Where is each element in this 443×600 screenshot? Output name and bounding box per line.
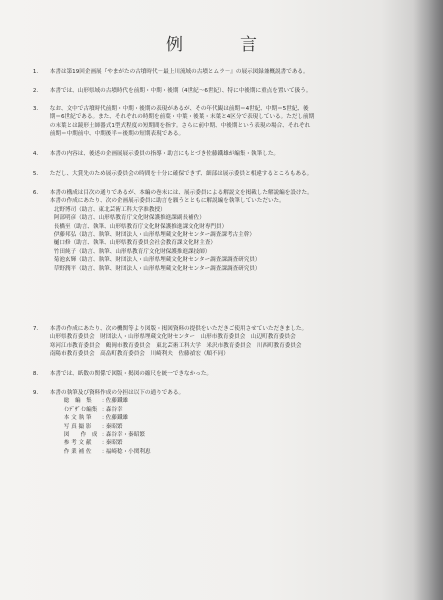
staff-name: 福崎稔・小関利恵: [105, 448, 151, 455]
note-line: 前期＝中期前中、中期後半＝後期の短期表現である。: [49, 131, 185, 138]
note-body: [50, 189, 313, 273]
note-item-1: [30, 68, 443, 76]
note-body: [50, 68, 309, 76]
note-line: なお、文中で古墳時代前期・中期・後期の表現があるが、その年代観は前期＝4世紀、中期＝5世紀、後: [49, 106, 309, 112]
note-number: 9．: [32, 390, 42, 396]
staff-name: 森谷幸・秦昭繁: [105, 432, 145, 439]
staff-row: 参 考 文 献 ： 秦昭繁: [50, 439, 184, 447]
staff-row: 図 作 成 ： 森谷幸・秦昭繁: [50, 431, 184, 439]
note-number: 3．: [32, 106, 42, 112]
staff-row: 写 真 撮 影 ： 秦昭繁: [50, 423, 184, 431]
staff-role: ｲﾝﾃﾞｻﾞｲﾝ編集: [63, 406, 98, 413]
note-number: 5．: [32, 171, 42, 177]
staff-name: 秦昭繁: [105, 440, 123, 447]
note-line: 本書は第19回企画展『やまがたの古墳時代－最上川流域の古墳とムラ－』の展示図録兼概説書である。: [49, 69, 309, 75]
note-item-6: [30, 189, 443, 273]
staff-role: 写 真 撮 影: [63, 423, 92, 430]
committee-member: 長橋至（助言、執筆、山形県教育庁文化財保護推進課文化財専門員）: [53, 223, 228, 230]
staff-role: 総 編 集: [63, 398, 92, 405]
staff-name: 佐藤鐵雄: [105, 415, 129, 422]
committee-member: 阿部明彦（助言、山形県教育庁文化財保護推進課副長補佐）: [53, 215, 205, 222]
committee-member: 草野潤平（助言、執筆、財団法人・山形県埋蔵文化財センター調査課調査研究員）: [53, 265, 261, 272]
note-item-7: [30, 325, 443, 359]
page-title: 例 言: [166, 35, 277, 55]
staff-role: 作 業 補 佐: [63, 448, 92, 455]
staff-role: 参 考 文 献: [63, 440, 92, 447]
note-body: [50, 170, 312, 178]
note-number: 4．: [32, 151, 42, 157]
note-body: [50, 325, 307, 359]
committee-member: 竹田純子（助言、執筆、山形県教育庁文化財保護推進課技師）: [53, 248, 211, 255]
note-body: [50, 370, 212, 378]
note-body: [50, 87, 312, 95]
note-line: 本書の作成にあたり、次の企画展示委員に助言を願うとともに解説編を執筆していただいた。: [49, 198, 285, 205]
note-number: 1．: [32, 69, 42, 75]
note-line: の末葉とは鏡形土師器式1型式程度の短期間を指す。さらに前中期、中後期という表現の場合、それぞれ: [49, 122, 311, 129]
committee-member: 菊池玄輝（助言、執筆、財団法人・山形県埋蔵文化財センター調査課調査研究員）: [53, 257, 261, 264]
staff-row: 作 業 補 佐 ： 福崎稔・小関利恵: [50, 448, 184, 456]
note-line: 本書では、紙数の関係で図版・掲図の縮尺を統一できなかった。: [49, 371, 213, 377]
note-item-8: [30, 370, 443, 378]
note-line: 本書の作成にあたり、次の機関等より図版・掲図資料の提供をいただきご使用させていただきました。: [49, 326, 308, 332]
staff-role: 図 作 成: [63, 432, 98, 439]
committee-member: 北野博司（助言、東北芸術工科大学准教授）: [53, 206, 166, 213]
staff-row: 本 文 執 筆 ： 佐藤鐵雄: [50, 414, 184, 422]
note-number: 7．: [32, 326, 42, 332]
staff-role: 本 文 執 筆: [63, 415, 92, 422]
note-item-9: [30, 389, 443, 456]
note-body: [50, 389, 184, 456]
staff-name: 秦昭繁: [105, 423, 123, 430]
note-item-2: [30, 87, 443, 95]
staff-row: ｲﾝﾃﾞｻﾞｲﾝ編集 ： 森谷幸: [50, 406, 184, 414]
note-line: 本書の構成は目次の通りであるが、本編の巻末には、展示委員による解説文を掲載した解説編を設けた。: [49, 190, 313, 196]
note-line: 南陽市教育委員会 高畠町教育委員会 川崎利夫 佐藤禎宏（順不同）: [49, 351, 229, 358]
committee-member: 伊藤邦弘（助言、執筆、財団法人・山形県埋蔵文化財センター調査課考古主幹）: [53, 232, 255, 239]
note-number: 6．: [32, 190, 42, 196]
note-item-5: [30, 170, 443, 178]
note-number: 8．: [32, 371, 42, 377]
staff-name: 佐藤鐵雄: [105, 398, 129, 405]
note-item-3: [30, 105, 443, 139]
note-line: 山形県教育委員会 財団法人・山形県埋蔵文化財センター 山形市教育委員会 山辺町教育委員会: [49, 334, 296, 341]
note-line: 期＝6世紀である。また、それぞれの時期を前葉・中葉・後葉・末葉と4区分で表現している。ただし前期: [49, 114, 315, 121]
committee-member-list: [50, 206, 313, 273]
note-body: [50, 105, 314, 139]
committee-member: 樋口修（助言、執筆、山形県教育委員会社会教育課文化財主査）: [53, 240, 217, 247]
staff-row: 総 編 集 ： 佐藤鐵雄: [50, 397, 184, 405]
note-line: 本書の内容は、後述の企画展展示委員の指導・助言にもとづき佐藤鐵雄が編集・執筆した。: [49, 151, 280, 157]
note-body: [50, 150, 279, 158]
note-line: 本書では、山形県域の古墳時代を前期・中期・後期（4世紀～6世紀）、特に中後期に重点を置いて扱う。: [49, 88, 312, 94]
note-line: ただし、大賞先のため展示委員会の時間を十分に確保できず、細部は展示委員と相違するところもある。: [49, 171, 313, 177]
note-item-4: [30, 150, 443, 158]
note-number: 2．: [32, 88, 42, 94]
note-line: 本書の執筆及び資料作成の分担は以下の通りである。: [49, 390, 185, 396]
note-line: 寒河江市教育委員会 鶴岡市教育委員会 東北芸術工科大学 米沢市教育委員会 川西町教育委員会: [49, 342, 302, 349]
staff-name: 森谷幸: [105, 406, 123, 413]
